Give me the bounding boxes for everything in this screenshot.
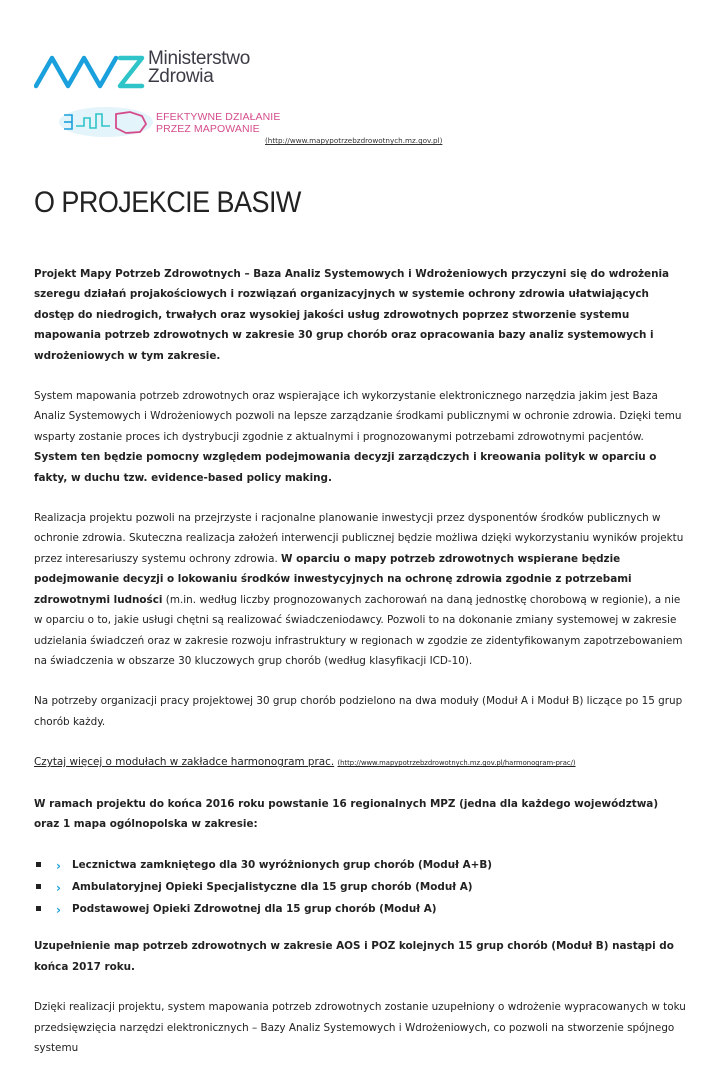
paragraph-3-bold: W oparciu o mapy potrzeb zdrowotnych wspierane będzie podejmowanie decyzji o lokowaniu środków inwestycyjnych na ochronę zdrowia zgodnie z potrzebami zdrowotnymi ludności [34,552,632,606]
ministry-line-1: Ministerstwo [148,48,250,69]
list-item-text: Ambulatoryjnej Opieki Specjalistyczne dla 15 grup chorób (Moduł A) [72,881,473,894]
bullet-square-icon [36,862,41,867]
harmonogram-url-link[interactable]: (http://www.mapypotrzebzdrowotnych.mz.gov.pl/harmonogram-prac/) [337,759,576,768]
project-url-link[interactable]: (http://www.mapypotrzebzdrowotnych.mz.gov.pl) [265,136,443,145]
map-scope-list [34,854,686,920]
paragraph-1 [34,264,686,366]
list-item-text: Lecznictwa zamkniętego dla 30 wyróżnionych grup chorób (Moduł A+B) [72,859,493,872]
paragraph-3 [34,508,686,671]
paragraph-7 [34,936,686,977]
page-title: O PROJEKCIE BASIW [34,186,301,219]
chevron-right-icon: › [56,859,61,874]
paragraph-3-text-1: Realizacja projektu pozwoli na przejrzyste i racjonalne planowanie inwestycji przez dysponentów środków publicznych w ochronie zdrowia. Skuteczna realizacja założeń interwencji publicznej będzie możliwa dzięki wykorzystaniu wyników projektu przez interesariuszy systemu ochrony zdrowia. [34,512,684,565]
paragraph-2 [34,386,686,488]
paragraph-5 [34,752,686,773]
list-item [34,876,686,898]
ministry-line-2: Zdrowia [148,66,214,87]
paragraph-3-text-2: (m.in. według liczby prognozowanych zachorowań na daną jednostkę chorobową w regionie), a nie w oparciu o to, jakie usługi chętni są realizować świadczeniodawcy. Pozwoli to na dokonanie zmiany systemowej w zakresie udzielania świadczeń oraz w zakresie rozwoju infrastruktury w regionach w zgodzie ze zidentyfikowanym zapotrzebowaniem na świadczenia w obszarze 30 kluczowych grup chorób (według klasyfikacji ICD-10). [34,593,683,667]
project-tagline [156,111,280,135]
chevron-right-icon: › [56,903,61,918]
paragraph-6 [34,794,686,835]
list-item [34,898,686,920]
paragraph-8: Dzięki realizacji projektu, system mapowania potrzeb zdrowotnych zostanie uzupełniony o wdrożenie wypracowanych w toku przedsięwzięcia narzędzi elektronicznych – Bazy Analiz Systemowych i Wdrożeniowych, co pozwoli na stworzenie spójnego systemu [34,1001,686,1054]
paragraph-2-text: System mapowania potrzeb zdrowotnych oraz wspierające ich wykorzystanie elektronicznego narzędzia jakim jest Baza Analiz Systemowych i Wdrożeniowych pozwoli na lepsze zarządzanie środkami publicznymi w ochronie zdrowia. Dzięki temu wsparty zostanie proces ich dystrybucji zgodnie z aktualnymi i prognozowanymi potrzebami zdrowotnymi pacjentów. [34,390,682,443]
paragraph-2-bold: System ten będzie pomocny względem podejmowania decyzji zarządczych i kreowania polityk w oparciu o fakty, w duchu tzw. evidence-based policy making. [34,451,657,484]
project-tagline-1: EFEKTYWNE DZIAŁANIE [156,111,281,123]
list-item-text: Podstawowej Opieki Zdrowotnej dla 15 grup chorób (Moduł A) [72,903,437,916]
ministry-name [148,50,250,86]
bullet-square-icon [36,906,41,911]
paragraph-7-bold: Uzupełnienie map potrzeb zdrowotnych w zakresie AOS i POZ kolejnych 15 grup chorób (Moduł B) nastąpi do końca 2017 roku. [34,940,674,973]
paragraph-4: Na potrzeby organizacji pracy projektowej 30 grup chorób podzielono na dwa moduły (Moduł A i Moduł B) liczące po 15 grup chorób każdy. [34,695,683,728]
project-tagline-2: PRZEZ MAPOWANIE [156,123,260,135]
paragraph-1-bold: Projekt Mapy Potrzeb Zdrowotnych – Baza Analiz Systemowych i Wdrożeniowych przyczyni się do wdrożenia szeregu działań projakościowych i rozwiązań organizacyjnych w systemie ochrony zdrowia ułatwiających dostęp do niedrogich, trwałych oraz wysokiej jakości usług zdrowotnych poprzez stworzenie systemu mapowania potrzeb zdrowotnych w zakresie 30 grup chorób oraz opracowania bazy analiz systemowych i wdrożeniowych w tym zakresie. [34,268,670,362]
paragraph-6-bold: W ramach projektu do końca 2016 roku powstanie 16 regionalnych MPZ (jedna dla każdego województwa) oraz 1 mapa ogólnopolska w zakresie: [34,797,659,830]
harmonogram-link[interactable]: Czytaj więcej o modułach w zakładce harmonogram prac. [34,756,335,769]
project-map-logo-icon [58,106,154,138]
list-item [34,854,686,876]
bullet-square-icon [36,884,41,889]
article-body [34,264,686,1078]
chevron-right-icon: › [56,881,61,896]
